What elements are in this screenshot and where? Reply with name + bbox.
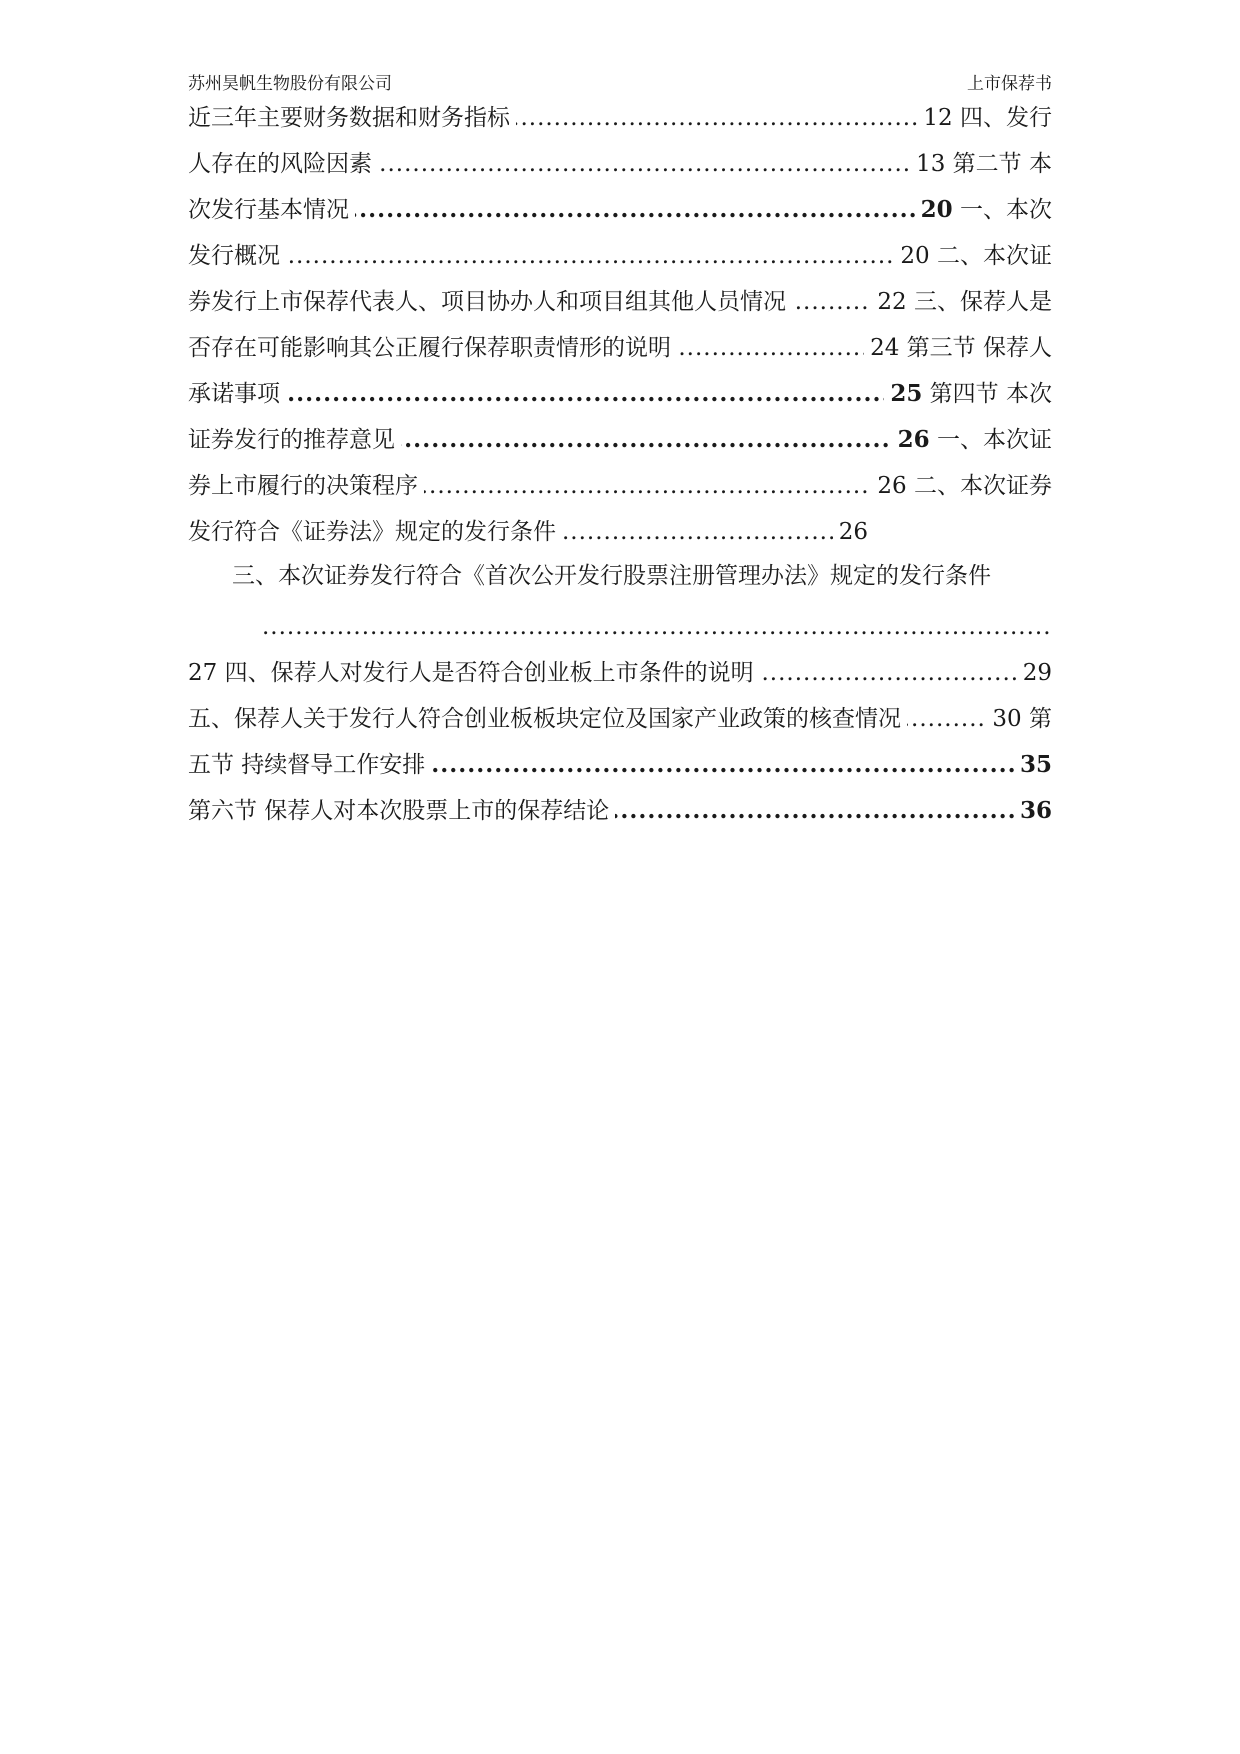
toc-page-number: 20 bbox=[920, 196, 953, 223]
toc-line[interactable] bbox=[188, 95, 1052, 141]
toc-line-page bbox=[915, 187, 1052, 233]
toc-next-entry: 第四节 本次 bbox=[922, 381, 1052, 407]
toc-line-page: 22 三、保荐人是 bbox=[871, 279, 1052, 325]
toc-line-text: 五节 持续督导工作安排 bbox=[188, 742, 431, 788]
toc-line[interactable] bbox=[188, 325, 1052, 371]
header-doc-type: 上市保荐书 bbox=[967, 74, 1052, 94]
toc-line-text: 次发行基本情况 bbox=[188, 187, 355, 233]
toc-page-number: 25 bbox=[890, 380, 923, 407]
toc-line-text: 发行符合《证券法》规定的发行条件 bbox=[188, 509, 562, 555]
leader-dots bbox=[262, 604, 1052, 650]
toc-line-page: 20 二、本次证 bbox=[894, 233, 1052, 279]
toc-line[interactable] bbox=[188, 650, 1052, 696]
toc-line[interactable] bbox=[188, 187, 1052, 233]
header-company: 苏州昊帆生物股份有限公司 bbox=[188, 74, 392, 94]
toc-line[interactable] bbox=[188, 141, 1052, 187]
toc-line[interactable] bbox=[188, 417, 1052, 463]
toc-line-text: 人存在的风险因素 bbox=[188, 141, 378, 187]
toc-line-page: 26 二、本次证券 bbox=[871, 463, 1052, 509]
toc-line-text: 五、保荐人关于发行人符合创业板板块定位及国家产业政策的核查情况 bbox=[188, 696, 907, 742]
toc-line[interactable] bbox=[188, 233, 1052, 279]
toc-line-text: 27 四、保荐人对发行人是否符合创业板上市条件的说明 bbox=[188, 650, 760, 696]
toc-line-page bbox=[884, 371, 1052, 417]
toc-line-page: 30 第 bbox=[986, 696, 1052, 742]
toc-page-number: 26 bbox=[897, 426, 930, 453]
toc-line-text: 近三年主要财务数据和财务指标 bbox=[188, 95, 516, 141]
toc-line[interactable] bbox=[188, 509, 868, 555]
toc-line-page bbox=[892, 417, 1052, 463]
toc-line-page: 26 bbox=[833, 509, 868, 555]
toc-line-text: 承诺事项 bbox=[188, 371, 286, 417]
toc-line[interactable] bbox=[188, 463, 1052, 509]
toc-line[interactable] bbox=[188, 696, 1052, 742]
toc-line-text: 否存在可能影响其公正履行保荐职责情形的说明 bbox=[188, 325, 677, 371]
toc-line-text: 券发行上市保荐代表人、项目协办人和项目组其他人员情况 bbox=[188, 279, 792, 325]
toc-indented-entry[interactable] bbox=[188, 561, 1052, 592]
toc-line-page: 24 第三节 保荐人 bbox=[864, 325, 1052, 371]
toc-line-text: 发行概况 bbox=[188, 233, 286, 279]
toc-line[interactable] bbox=[188, 788, 1052, 834]
toc-line-page bbox=[1014, 788, 1052, 834]
toc-line-page bbox=[1014, 742, 1052, 788]
toc-line-page: 13 第二节 本 bbox=[910, 141, 1052, 187]
toc-line[interactable] bbox=[188, 279, 1052, 325]
toc-line-page: 12 四、发行 bbox=[917, 95, 1052, 141]
toc-line-text: 第六节 保荐人对本次股票上市的保荐结论 bbox=[188, 788, 615, 834]
toc-line[interactable] bbox=[188, 742, 1052, 788]
toc-next-entry: 一、本次 bbox=[952, 197, 1052, 223]
toc-next-entry: 一、本次证 bbox=[929, 427, 1052, 453]
toc-page-number: 35 bbox=[1019, 751, 1052, 778]
table-of-contents bbox=[188, 95, 1052, 834]
toc-line-text: 券上市履行的决策程序 bbox=[188, 463, 424, 509]
toc-line-page: 29 bbox=[1017, 650, 1052, 696]
toc-line[interactable] bbox=[188, 371, 1052, 417]
toc-indented-entry-text: 三、本次证券发行符合《首次公开发行股票注册管理办法》规定的发行条件 bbox=[232, 563, 991, 589]
toc-line-text: 证券发行的推荐意见 bbox=[188, 417, 401, 463]
toc-page-number: 36 bbox=[1019, 797, 1052, 824]
